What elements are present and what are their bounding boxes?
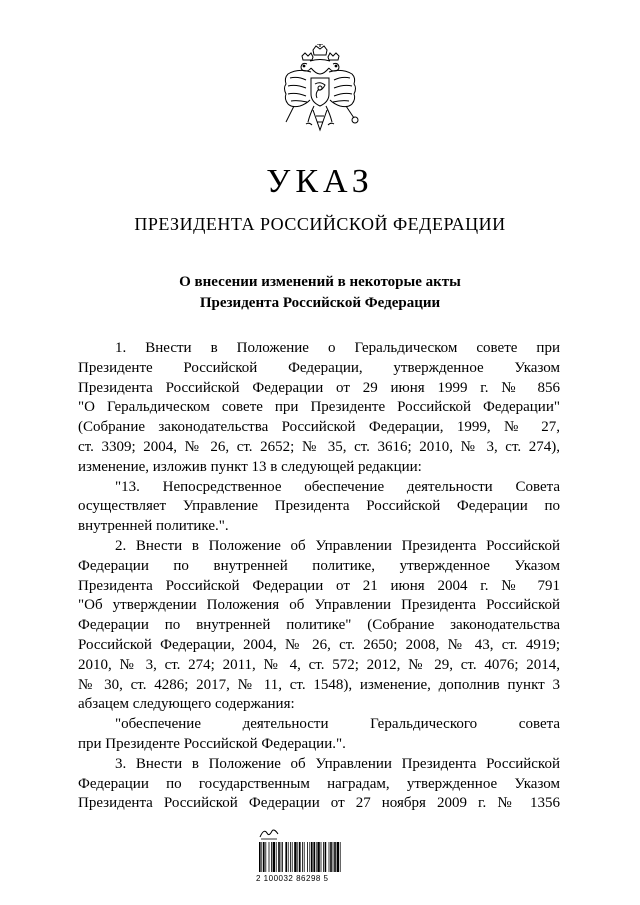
barcode-bar (307, 842, 308, 872)
barcode-bar (290, 842, 291, 872)
barcode-bar (309, 842, 310, 872)
body-line: ст. 3309; 2004, № 26, ст. 2652; № 35, ст. 3616; 2010, № 3, ст. 274), (78, 438, 560, 455)
barcode-bar (334, 842, 336, 872)
barcode-bar (261, 842, 262, 872)
body-line: Президента Российской Федерации от 21 июня 2004 г. № 791 (78, 577, 560, 594)
barcode-bar (269, 842, 270, 872)
barcode-bar (311, 842, 313, 872)
body-line: "Об утверждении Положения об Управлении Президента Российской (78, 597, 560, 614)
barcode-bar (259, 842, 261, 872)
barcode-bar (330, 842, 332, 872)
barcode-bar (316, 842, 317, 872)
barcode-bar (304, 842, 305, 872)
barcode-bar (282, 842, 283, 872)
barcode-bar (292, 842, 293, 872)
barcode-bar (265, 842, 266, 872)
heading-line-2: Президента Российской Федерации (199, 295, 441, 311)
barcode-bar (302, 842, 303, 872)
barcode-bar (299, 842, 301, 872)
barcode-bar (276, 842, 277, 872)
body-line: Президента Российской Федерации от 27 ноября 2009 г. № 1356 (78, 795, 560, 812)
body-line: Президента Российской Федерации от 29 июня 1999 г. № 856 (78, 379, 560, 396)
barcode-bar (285, 842, 287, 872)
body-line: внутренней политике.". (78, 518, 229, 535)
body-line: изменение, изложив пункт 13 в следующей редакции: (78, 458, 422, 475)
barcode-bar (273, 842, 275, 872)
barcode-bar (278, 842, 280, 872)
barcode-number: 2 100032 86298 5 (256, 874, 329, 883)
body-line: при Президенте Российской Федерации.". (78, 735, 346, 752)
body-line: абзацем следующего содержания: (78, 696, 295, 713)
coat-of-arms-emblem (280, 44, 360, 148)
barcode-bar (325, 842, 327, 872)
heading-line-1: О внесении изменений в некоторые акты (179, 274, 461, 290)
barcode-bar (317, 842, 319, 872)
body-line: "13. Непосредственное обеспечение деятельности Совета (115, 478, 560, 495)
barcode-bar (329, 842, 330, 872)
barcode-bar (288, 842, 289, 872)
body-line: Президенте Российской Федерации, утвержденное Указом (78, 359, 560, 376)
registration-stamp-icon (258, 826, 280, 840)
barcode-bar (263, 842, 265, 872)
body-line: 1. Внести в Положение о Геральдическом совете при (115, 340, 560, 356)
barcode-bar (313, 842, 315, 872)
body-line: "О Геральдическом совете при Президенте Российской Федерации" (78, 399, 560, 416)
document-title: УКАЗ (266, 163, 374, 200)
barcode (258, 842, 382, 874)
barcode-bar (337, 842, 339, 872)
body-line: Российской Федерации, 2004, № 26, ст. 2650; 2008, № 43, ст. 4919; (78, 636, 560, 653)
barcode-bar (297, 842, 298, 872)
document-heading (0, 272, 640, 314)
barcode-bar (333, 842, 334, 872)
document-body (78, 339, 560, 814)
body-line: (Собрание законодательства Российской Федерации, 1999, № 27, (78, 419, 560, 436)
barcode-bar (340, 842, 341, 872)
barcode-bar (281, 842, 282, 872)
barcode-bar (323, 842, 324, 872)
barcode-bar (294, 842, 296, 872)
document-subtitle: ПРЕЗИДЕНТА РОССИЙСКОЙ ФЕДЕРАЦИИ (134, 214, 506, 234)
body-line: 2. Внести в Положение об Управлении Президента Российской (115, 537, 560, 554)
body-line: "обеспечение деятельности Геральдического совета (115, 716, 560, 733)
barcode-bar (321, 842, 322, 872)
body-line: Федерации по внутренней политике, утвержденное Указом (78, 557, 560, 574)
barcode-bar (271, 842, 272, 872)
body-line: Федерации по внутренней политике" (Собрание законодательства (78, 617, 560, 634)
body-line: Федерации по государственным наградам, утвержденное Указом (78, 775, 560, 792)
body-line: осуществляет Управление Президента Российской Федерации по (78, 498, 560, 515)
body-line: № 30, ст. 4286; 2017, № 11, ст. 1548), изменение, дополнив пункт 3 (78, 676, 560, 693)
body-line: 2010, № 3, ст. 274; 2011, № 4, ст. 572; 2012, № 29, ст. 4076; 2014, (78, 656, 560, 673)
body-line: 3. Внести в Положение об Управлении Президента Российской (115, 755, 560, 772)
